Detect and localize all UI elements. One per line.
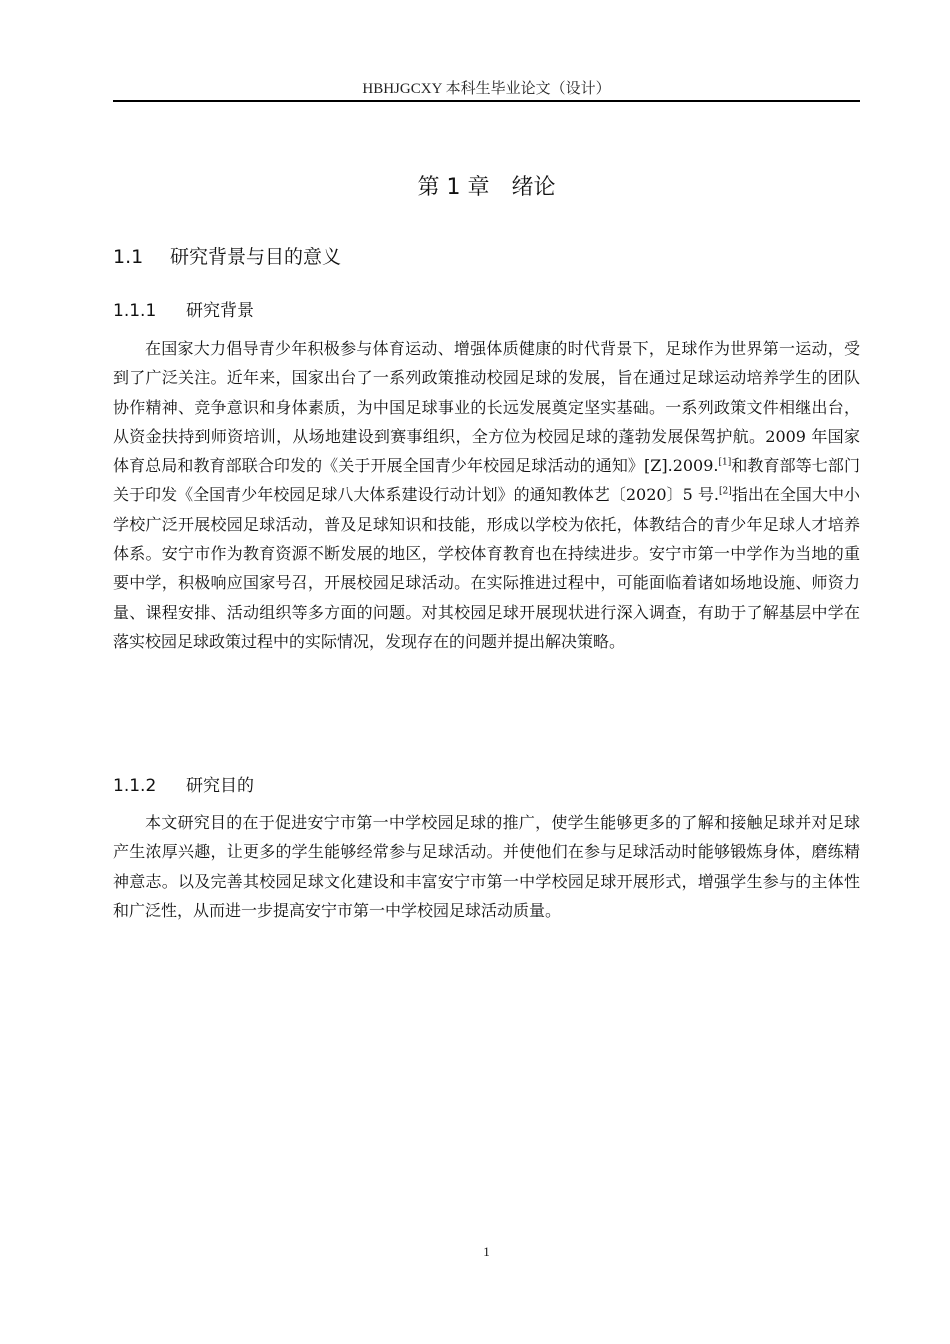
- subsection-heading-1-1-2: [113, 771, 254, 796]
- subsection-heading-1-1-1: [113, 296, 254, 321]
- subsection-number: 1.1.2: [113, 776, 157, 796]
- chapter-title: 绪论: [511, 175, 556, 200]
- page-number: 1: [483, 1244, 490, 1259]
- background-text-part-3: 指出在全国大中小学校广泛开展校园足球活动，普及足球知识和技能，形成以学校为依托，体教结合的青少年足球人才培养体系。安宁市作为教育资源不断发展的地区，学校体育教育也在持续进步。安宁市第一中学作为当地的重要中学，积极响应国家号召，开展校园足球活动。在实际推进过程中，可能面临着诸如场地设施、师资力量、课程安排、活动组织等多方面的问题。对其校园足球开展现状进行深入调查，有助于了解基层中学在落实校园足球政策过程中的实际情况，发现存在的问题并提出解决策略。: [113, 485, 860, 651]
- background-paragraph: [113, 334, 860, 656]
- section-number: 1.1: [113, 246, 144, 268]
- section-title: 研究背景与目的意义: [170, 246, 342, 268]
- header-rule: [113, 100, 860, 102]
- background-text-part-2: 和教育部等七部门关于印发《全国青少年校园足球八大体系建设行动计划》的通知教体艺〔2020〕5 号.: [113, 456, 860, 505]
- chapter-heading: [113, 170, 860, 201]
- subsection-number: 1.1.1: [113, 301, 157, 321]
- subsection-title: 研究背景: [186, 301, 254, 321]
- chapter-number: 第 1 章: [417, 175, 490, 200]
- background-text-part-1: 在国家大力倡导青少年积极参与体育运动、增强体质健康的时代背景下，足球作为世界第一运动，受到了广泛关注。近年来，国家出台了一系列政策推动校园足球的发展，旨在通过足球运动培养学生的团队协作精神、竞争意识和身体素质，为中国足球事业的长远发展奠定坚实基础。一系列政策文件相继出台，从资金扶持到师资培训，从场地建设到赛事组织，全方位为校园足球的蓬勃发展保驾护航。2009 年国家体育总局和教育部联合印发的《关于开展全国青少年校园足球活动的通知》[Z].2009.: [113, 339, 860, 476]
- citation-2[interactable]: [2]: [719, 487, 732, 498]
- subsection-title: 研究目的: [186, 776, 254, 796]
- section-heading-1-1: [113, 242, 341, 269]
- citation-1[interactable]: [1]: [718, 457, 732, 468]
- purpose-paragraph: 本文研究目的在于促进安宁市第一中学校园足球的推广，使学生能够更多的了解和接触足球并对足球产生浓厚兴趣，让更多的学生能够经常参与足球活动。并使他们在参与足球活动时能够锻炼身体，磨练精神意志。以及完善其校园足球文化建设和丰富安宁市第一中学校园足球开展形式，增强学生参与的主体性和广泛性，从而进一步提高安宁市第一中学校园足球活动质量。: [113, 813, 860, 920]
- running-header: HBHJGCXY 本科生毕业论文（设计）: [362, 81, 611, 97]
